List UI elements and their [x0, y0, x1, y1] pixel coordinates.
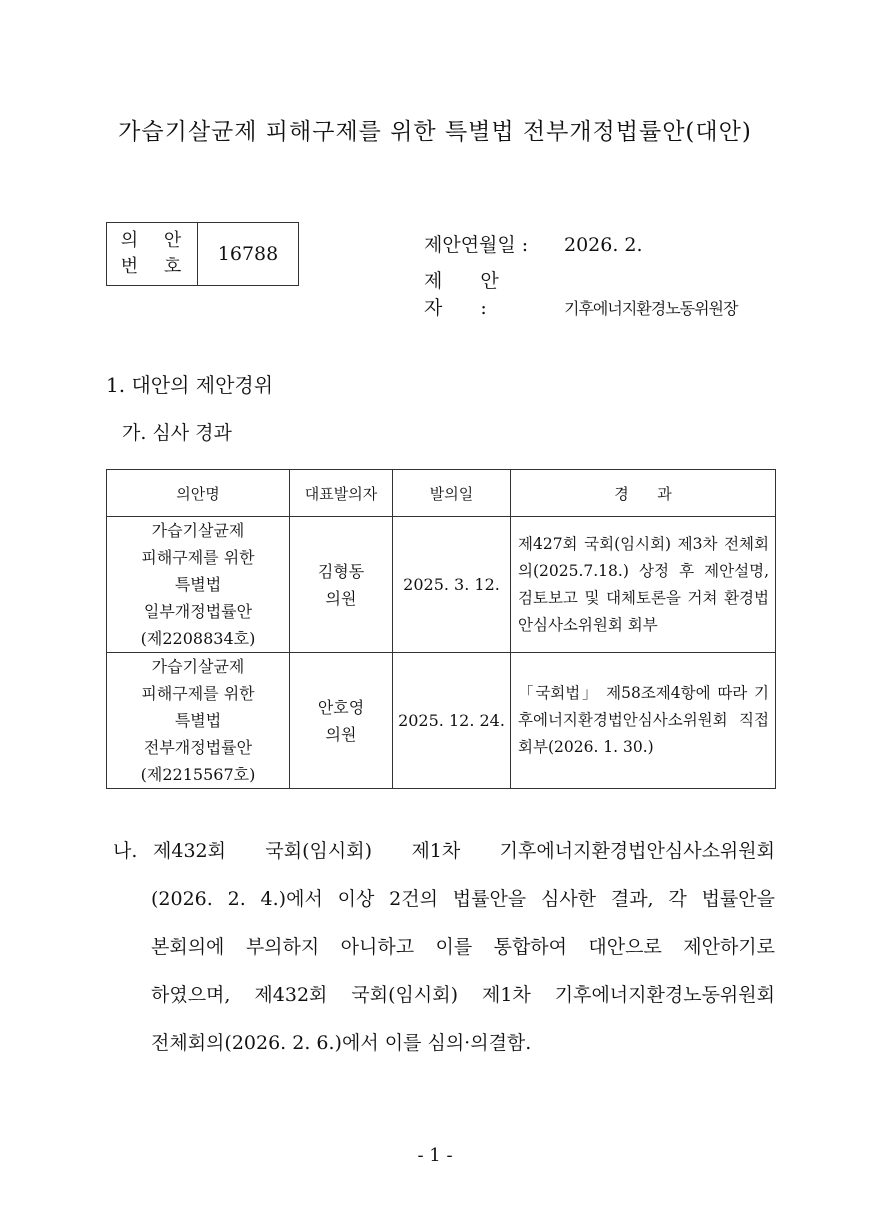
bill-name-cell [107, 653, 290, 789]
paragraph-b [113, 827, 775, 1067]
bill-number-value: 16788 [198, 223, 299, 286]
page-number: - 1 - [417, 1145, 453, 1166]
date-cell: 2025. 12. 24. [393, 653, 511, 789]
bill-number-label-top: 의 안 [120, 230, 192, 251]
bill-name-line: 특별법 [174, 711, 222, 730]
result-cell: 제427회 국회(임시회) 제3차 전체회의(2025.7.18.) 상정 후 제안설명, 검토보고 및 대체토론을 거쳐 환경법안심사소위원회 회부 [511, 517, 776, 653]
proposer-title: 의원 [325, 588, 357, 608]
table-header-row [107, 470, 776, 517]
bill-name-cell [107, 517, 290, 653]
paragraph-line [113, 827, 775, 875]
col-header-date: 발의일 [393, 470, 511, 517]
bill-name-line: 전부개정법률안 [143, 738, 253, 757]
subsection-heading: 가. 심사 경과 [122, 422, 232, 444]
paragraph-line-text: 제432회 국회(임시회) 제1차 기후에너지환경법안심사소위원회 [153, 840, 775, 862]
section-heading: 1. 대안의 제안경위 [106, 373, 274, 397]
bill-number-label-bottom: 번 호 [120, 256, 192, 277]
bill-number-label [107, 223, 198, 286]
document-title: 가습기살균제 피해구제를 위한 특별법 전부개정법률안(대안) [118, 119, 752, 145]
date-cell: 2025. 3. 12. [393, 517, 511, 653]
bill-name-line: 가습기살균제 [151, 657, 245, 676]
bill-name-line: (제2208834호) [140, 629, 256, 648]
paragraph-line: 본회의에 부의하지 아니하고 이를 통합하여 대안으로 제안하기로 [151, 936, 775, 958]
paragraph-line: 하였으며, 제432회 국회(임시회) 제1차 기후에너지환경노동위원회 [151, 984, 775, 1006]
proposer-name: 김형동 [317, 561, 365, 581]
bill-name-line: 가습기살균제 [151, 521, 245, 540]
proposal-date-label: 제안연월일 : [424, 234, 529, 256]
table-row [107, 517, 776, 653]
bill-name-line: (제2215567호) [140, 765, 256, 784]
paragraph-line: 전체회의(2026. 2. 6.)에서 이를 심의·의결함. [151, 1032, 532, 1054]
result-cell: 「국회법」 제58조제4항에 따라 기후에너지환경법안심사소위원회 직접 회부(2026. 1. 30.) [511, 653, 776, 789]
col-header-proposer: 대표발의자 [290, 470, 393, 517]
review-table [106, 469, 776, 789]
bill-name-line: 일부개정법률안 [143, 602, 253, 621]
bill-name-line: 피해구제를 위한 [141, 684, 255, 703]
proposal-date-value: 2026. 2. [564, 234, 643, 256]
paragraph-marker: 나. [113, 840, 138, 862]
proposal-date-row [424, 230, 643, 257]
table-row [107, 653, 776, 789]
proposer-title: 의원 [325, 724, 357, 744]
proposer-row [424, 266, 737, 320]
bill-name-line: 피해구제를 위한 [141, 548, 255, 567]
col-header-result: 경 과 [511, 470, 776, 517]
proposer-name: 안호영 [317, 697, 365, 717]
proposer-label: 제 안 자 : [424, 270, 515, 319]
col-header-bill: 의안명 [107, 470, 290, 517]
bill-number-box [106, 222, 299, 286]
proposer-cell [290, 517, 393, 653]
proposer-value: 기후에너지환경노동위원장 [564, 299, 738, 318]
paragraph-line: (2026. 2. 4.)에서 이상 2건의 법률안을 심사한 결과, 각 법률안을 [151, 888, 775, 910]
proposer-cell [290, 653, 393, 789]
bill-name-line: 특별법 [174, 575, 222, 594]
